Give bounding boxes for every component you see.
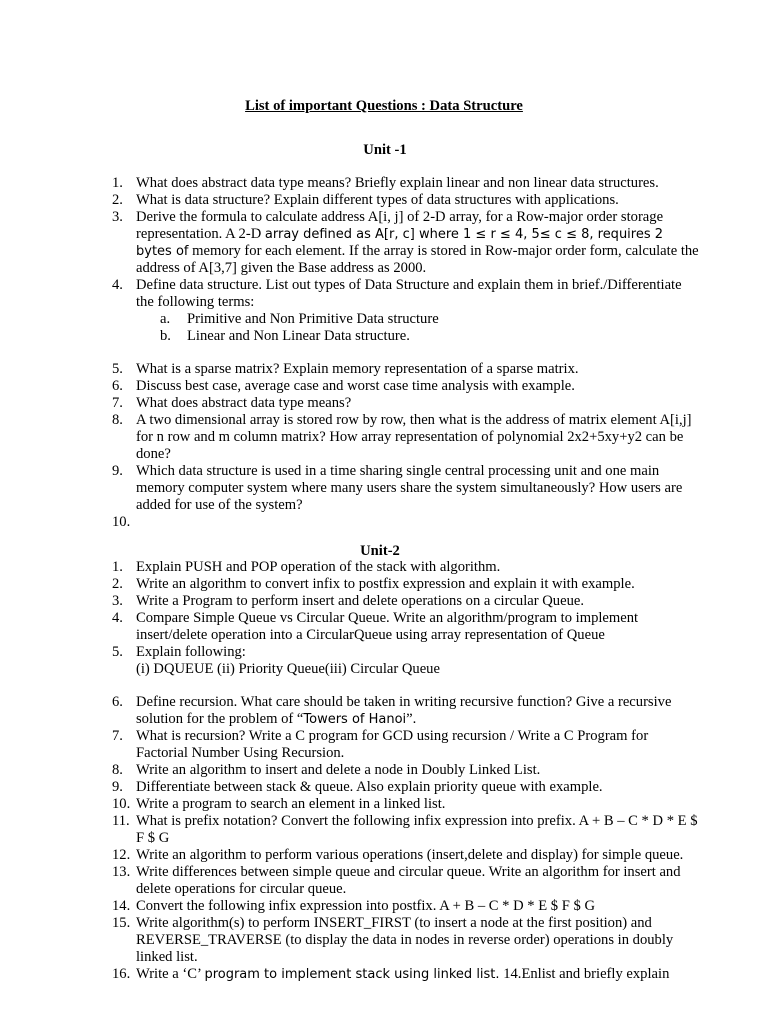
question-text: Convert the following infix expression into postfix. A + B – C * D * E $ F $ G: [136, 898, 596, 914]
question-text: Write an algorithm to convert infix to postfix expression and explain it with example.: [136, 576, 635, 592]
question-number: 14.: [112, 898, 131, 914]
question-text: [136, 966, 669, 982]
unit-1-heading: Unit -1: [363, 142, 407, 158]
list-item: [112, 796, 702, 813]
question-text: What is recursion? Write a C program for GCD using recursion / Write a C Program for Factorial Number Using Recursion.: [136, 728, 649, 761]
unit-2-question-list: [112, 559, 702, 983]
sub-question-text: Primitive and Non Primitive Data structure: [187, 311, 439, 327]
question-number: 5.: [112, 644, 123, 660]
unit-1-question-list: [112, 175, 702, 531]
question-number: 4.: [112, 277, 123, 293]
question-number: 9.: [112, 463, 123, 479]
question-number: 4.: [112, 610, 123, 626]
question-text-part: array defined as A[r, c] where 1 ≤ r ≤ 4, 5≤ c ≤ 8, requires 2 bytes of: [136, 227, 664, 259]
question-number: 8.: [112, 412, 123, 428]
list-item: [112, 915, 702, 966]
question-number: 11.: [112, 813, 130, 829]
question-text-part: ”.: [406, 711, 417, 727]
sub-list-item: [160, 328, 702, 345]
question-text-line2: (i) DQUEUE (ii) Priority Queue(iii) Circular Queue: [136, 661, 440, 677]
question-number: 12.: [112, 847, 131, 863]
list-item: [112, 277, 702, 345]
question-text: Write a Program to perform insert and delete operations on a circular Queue.: [136, 593, 584, 609]
question-number: 6.: [112, 378, 123, 394]
question-text-part: Towers of Hanoi: [303, 712, 407, 727]
list-item: [112, 593, 702, 610]
list-item: [112, 412, 702, 463]
question-number: 3.: [112, 209, 123, 225]
question-text: What does abstract data type means?: [136, 395, 352, 411]
question-number: 10.: [112, 796, 131, 812]
question-number: 15.: [112, 915, 131, 931]
document-title: List of important Questions : Data Structure: [245, 98, 523, 114]
list-item: [112, 395, 702, 412]
list-item: [112, 813, 702, 847]
list-item: [112, 728, 702, 762]
list-item: [112, 209, 702, 277]
list-item: [112, 378, 702, 395]
question-text: What is prefix notation? Convert the following infix expression into prefix. A + B – C * D * E $ F $ G: [136, 813, 698, 846]
question-text: What is data structure? Explain different types of data structures with applications.: [136, 192, 619, 208]
question-text: Differentiate between stack & queue. Also explain priority queue with example.: [136, 779, 603, 795]
question-text: [136, 209, 699, 276]
sub-question-letter: b.: [160, 328, 171, 344]
list-item: [112, 779, 702, 796]
question-text: Which data structure is used in a time sharing single central processing unit and one main memory computer system where many users share the system simultaneously? How users are added for use of the system?: [136, 463, 683, 513]
question-number: 13.: [112, 864, 131, 880]
question-number: 6.: [112, 694, 123, 710]
sub-list-item: [160, 311, 702, 328]
list-item: [112, 559, 702, 576]
list-item: [112, 762, 702, 779]
question-text: Compare Simple Queue vs Circular Queue. Write an algorithm/program to implement insert/delete operation into a CircularQueue using array representation of Queue: [136, 610, 639, 643]
list-item: [112, 361, 702, 378]
question-number: 2.: [112, 192, 123, 208]
question-number: 2.: [112, 576, 123, 592]
list-item: [112, 192, 702, 209]
list-item: [112, 864, 702, 898]
question-number: 7.: [112, 395, 123, 411]
question-number: 7.: [112, 728, 123, 744]
question-text: Write differences between simple queue and circular queue. Write an algorithm for insert and delete operations for circular queue.: [136, 864, 681, 897]
question-text: What is a sparse matrix? Explain memory representation of a sparse matrix.: [136, 361, 579, 377]
question-text: [136, 694, 671, 727]
question-text: [136, 514, 140, 530]
question-text: Write a program to search an element in a linked list.: [136, 796, 446, 812]
question-text-part: memory for each element. If the array is stored in Row-major order form, calculate the address of A[3,7] given the Base address as 2000.: [136, 243, 699, 276]
list-item: [112, 847, 702, 864]
question-number: 9.: [112, 779, 123, 795]
list-item: [112, 175, 702, 192]
question-text: Explain following:: [136, 644, 246, 660]
question-text-part: Write a ‘C’: [136, 966, 205, 982]
sub-question-letter: a.: [160, 311, 171, 327]
sub-question-list: [136, 311, 702, 345]
list-item: [112, 576, 702, 593]
list-item: [112, 463, 702, 514]
list-item: [112, 898, 702, 915]
question-text: Write algorithm(s) to perform INSERT_FIRST (to insert a node at the first position) and REVERSE_TRAVERSE (to display the data in nodes in reverse order) operations in doubly linked list.: [136, 915, 674, 965]
question-text: A two dimensional array is stored row by row, then what is the address of matrix element A[i,j] for n row and m column matrix? How array representation of polynomial 2x2+5xy+y2 can be done?: [136, 412, 692, 462]
question-number: 1.: [112, 559, 123, 575]
question-text-part: Derive the formula to calculate address A[i, j] of 2-D array, for a Row-major order storage representation. A 2-D: [136, 209, 664, 242]
question-text: What does abstract data type means? Briefly explain linear and non linear data structures.: [136, 175, 659, 191]
question-number: 10.: [112, 514, 131, 530]
question-number: 8.: [112, 762, 123, 778]
question-text-part: Define recursion. What care should be taken in writing recursive function? Give a recursive solution for the problem of “: [136, 694, 672, 727]
question-number: 5.: [112, 361, 123, 377]
list-item: [112, 610, 702, 644]
list-item: [112, 644, 702, 678]
question-text-part: program to implement stack using linked list.: [204, 967, 500, 982]
question-text: Explain PUSH and POP operation of the stack with algorithm.: [136, 559, 501, 575]
question-number: 16.: [112, 966, 131, 982]
question-text: Write an algorithm to perform various operations (insert,delete and display) for simple queue.: [136, 847, 684, 863]
question-number: 1.: [112, 175, 123, 191]
list-item: [112, 966, 702, 983]
question-text-part: 14.Enlist and briefly explain: [499, 966, 670, 982]
question-number: 3.: [112, 593, 123, 609]
question-text: Write an algorithm to insert and delete a node in Doubly Linked List.: [136, 762, 541, 778]
list-item: [112, 694, 702, 728]
question-text: Define data structure. List out types of Data Structure and explain them in brief./Differentiate the following terms:: [136, 277, 682, 310]
sub-question-text: Linear and Non Linear Data structure.: [187, 328, 410, 344]
question-text: Discuss best case, average case and worst case time analysis with example.: [136, 378, 575, 394]
list-item: [112, 514, 702, 531]
unit-2-heading: Unit-2: [360, 543, 400, 559]
